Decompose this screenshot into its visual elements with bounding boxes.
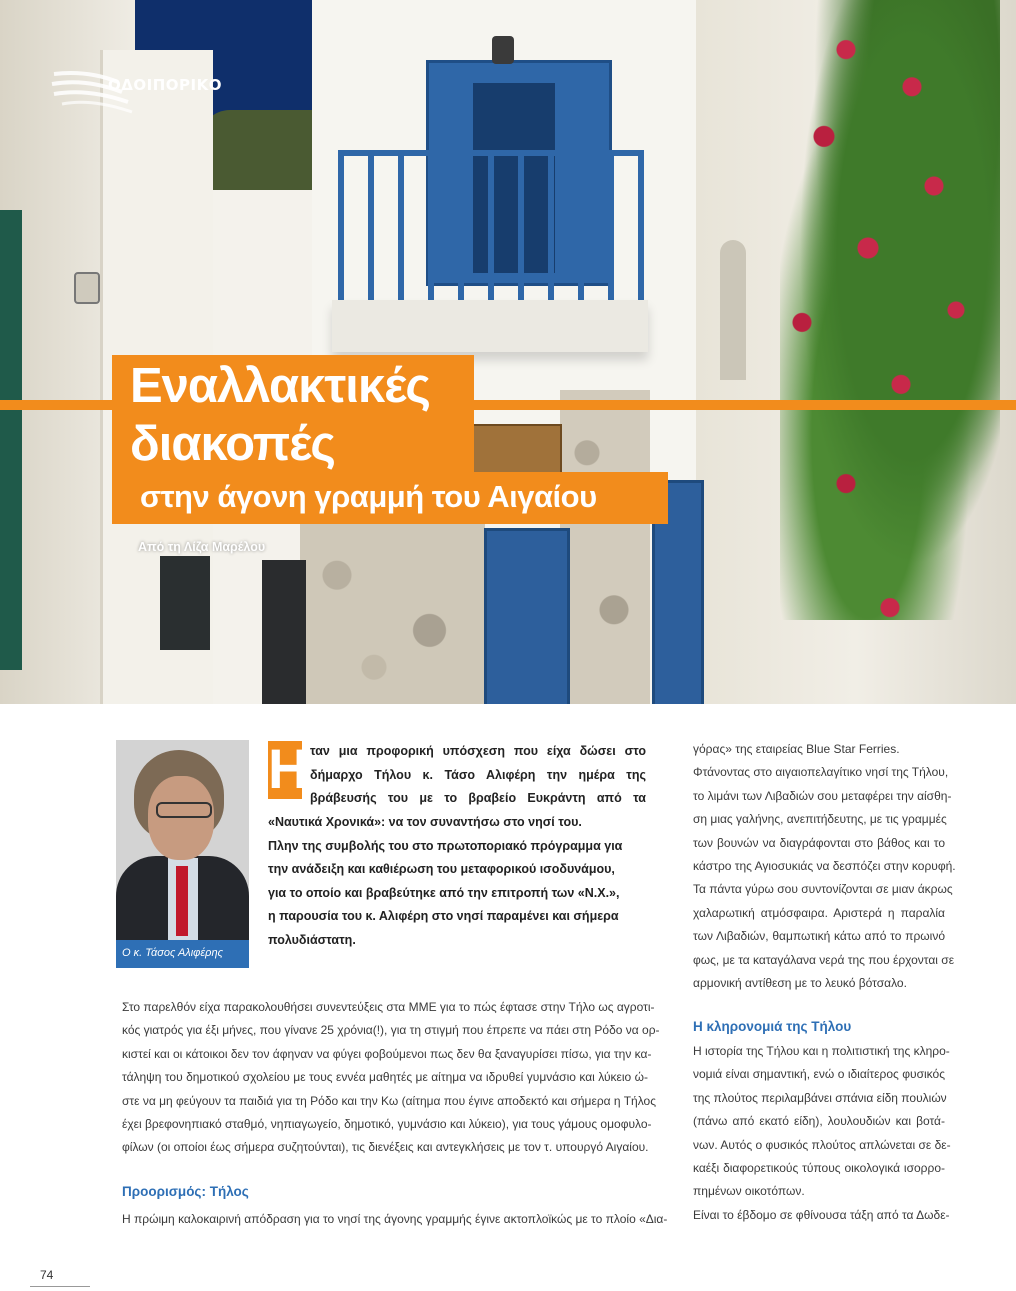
wooden-sign — [472, 424, 562, 474]
text-line: καέξι διαφορετικούς τύπους οικολογικά ισορρο- — [693, 1161, 945, 1176]
stone-column — [560, 390, 650, 704]
lead-line: ταν μια προφορική υπόσχεση που είχα δώσει στο — [310, 744, 646, 758]
subtitle: στην άγονη γραμμή του Αιγαίου — [140, 479, 597, 514]
heading-heritage: Η κληρονομιά της Τήλου — [693, 1019, 852, 1034]
geranium-plant — [780, 0, 1000, 620]
portrait-caption: Ο κ. Τάσος Αλιφέρης — [122, 947, 223, 959]
left-green-door — [0, 210, 22, 670]
wall-arch — [720, 240, 746, 380]
text-line: των Λιβαδιών, θαμπωτική κάτω από το πρωινό — [693, 929, 945, 944]
text-line: Στο παρελθόν είχα παρακολουθήσει συνεντεύξεις στα ΜΜΕ για το πώς έφτασε στην Τήλο ως αγροτι- — [122, 1000, 655, 1014]
text-line: Η πρώιμη καλοκαιρινή απόδραση για το νησί της άγονης γραμμής έγινε ακτοπλοϊκώς με το πλοίο «Δια- — [122, 1212, 668, 1226]
dark-window — [160, 556, 210, 650]
text-line: των βουνών να διαγράφονται στο βάθος και το — [693, 835, 945, 850]
lead-first-lines — [310, 740, 646, 811]
blue-door — [484, 528, 570, 704]
body-right-paragraph — [693, 738, 956, 995]
balcony-railing — [338, 150, 644, 322]
dropcap: Η — [268, 737, 309, 800]
destination-paragraph — [122, 1208, 668, 1231]
title-line-1: Εναλλακτικές — [130, 359, 430, 413]
text-line: κιστεί και οι κάτοικοι δεν τον άφηναν να φύγει φοβούμενοι πως δεν θα ξαναγυρίσει πίσω, για την κα- — [122, 1046, 652, 1061]
text-line: φίλων (οι οποίοι έως σήμερα συζητούνται), τις διενέξεις και αντεγκλήσεις με τον τ. υπουργό Αιγαίου. — [122, 1140, 649, 1155]
wall-lamp-icon — [74, 272, 100, 304]
heading-destination: Προορισμός: Τήλος — [122, 1184, 249, 1199]
page-rule — [30, 1286, 90, 1287]
lead-line: την ανάδειξη και καθιέρωση του μεταφορικού ισοδυνάμου, — [268, 862, 615, 876]
heritage-paragraph — [693, 1040, 951, 1227]
lead-line: «Ναυτικά Χρονικά»: να τον συναντήσω στο νησί του. — [268, 815, 582, 829]
text-line: Φτάνοντας στο αιγαιοπελαγίτικο νησί της Τήλου, — [693, 765, 949, 780]
text-line: γόρας» της εταιρείας Blue Star Ferries. — [693, 742, 900, 756]
text-line: κάστρο της Αγιοσυκιάς να δεσπόζει στην κορυφή. — [693, 859, 956, 874]
text-line: ση μιας γαλήνης, ανεπιτήδευτης, με τις γραμμές — [693, 812, 947, 827]
text-line: φως, με τα καταγάλανα νερά της που έρχονται σε — [693, 952, 955, 967]
byline: Από τη Λίζα Μαρέλου — [138, 540, 266, 554]
portrait-photo — [116, 740, 249, 940]
lead-line: πολυδιάστατη. — [268, 932, 356, 947]
section-label: ΟΔΟΙΠΟΡΙΚΟ — [108, 76, 222, 94]
title-line-2: διακοπές — [130, 417, 335, 471]
text-line: νομιά είναι σημαντική, ενώ ο ιδιαίτερος φυσικός — [693, 1067, 945, 1082]
portrait-glasses — [156, 802, 212, 818]
text-line: Είναι το έβδομο σε φθίνουσα τάξη από τα Δωδε- — [693, 1207, 950, 1222]
text-line: πημένων οικοτόπων. — [693, 1184, 805, 1199]
portrait-face — [148, 776, 214, 860]
page-number: 74 — [40, 1268, 54, 1282]
text-line: το λιμάνι των Λιβαδιών σου μεταφέρει την αίσθη- — [693, 788, 952, 803]
text-line: τάληψη του δημοτικού σχολείου με τους εννέα μαθητές με αίτημα να ιδρυθεί γυμνάσιο και λύκειο ώ- — [122, 1070, 648, 1085]
text-line: Τα πάντα γύρω σου συντονίζονται σε μιαν άκρως — [693, 882, 953, 897]
text-line: χαλαρωτική ατμόσφαιρα. Αριστερά η παραλία — [693, 905, 945, 920]
text-line: αρμονική αντίθεση με το λευκό βότσαλο. — [693, 976, 907, 991]
text-line: της πλούτος περιλαμβάνει σπάνια είδη πουλιών — [693, 1090, 947, 1105]
lead-rest-lines — [268, 811, 646, 952]
lead-line: βράβευσής του με το βραβείο Ευκράντη από τα — [310, 791, 646, 805]
stone-wall — [300, 520, 485, 704]
body-left-paragraph — [122, 996, 660, 1160]
text-line: έχει βρεφονηπιακό σταθμό, νηπιαγωγείο, δημοτικό, γυμνάσιο και λύκειο), για τους γάμους ομοφυλο- — [122, 1117, 652, 1132]
text-line: νων. Αυτός ο φυσικός πλούτος απλώνεται σε δε- — [693, 1137, 951, 1152]
text-line: στε να μη φεύγουν τα παιδιά για τη Ρόδο και την Κω (αίτημα που έγινε αποδεκτό και σήμερα η Τήλος — [122, 1093, 656, 1108]
text-line: Η ιστορία της Τήλου και η πολιτιστική της κληρο- — [693, 1044, 950, 1058]
lead-line: δήμαρχο Τήλου κ. Τάσο Αλιφέρη την ημέρα της — [310, 767, 646, 782]
lead-line: για το οποίο και βραβεύτηκε από την επιτροπή των «Ν.Χ.», — [268, 885, 620, 900]
portrait-tie — [176, 866, 188, 936]
lead-line: Πλην της συμβολής του στο πρωτοποριακό πρόγραμμα για — [268, 838, 623, 853]
balcony-slab — [332, 300, 648, 352]
lamp-icon — [492, 36, 514, 64]
dark-door — [262, 560, 306, 704]
lead-line: η παρουσία του κ. Αλιφέρη στο νησί παραμένει και σήμερα — [268, 909, 619, 923]
text-line: κός γιατρός για έξι μήνες, που γίνανε 25 χρόνια(!), για τη στιγμή που έπρεπε να πάει στη Ρόδο να ορ- — [122, 1023, 660, 1038]
text-line: (πάνω από εκατό είδη), λουλουδιών και βοτά- — [693, 1114, 945, 1129]
